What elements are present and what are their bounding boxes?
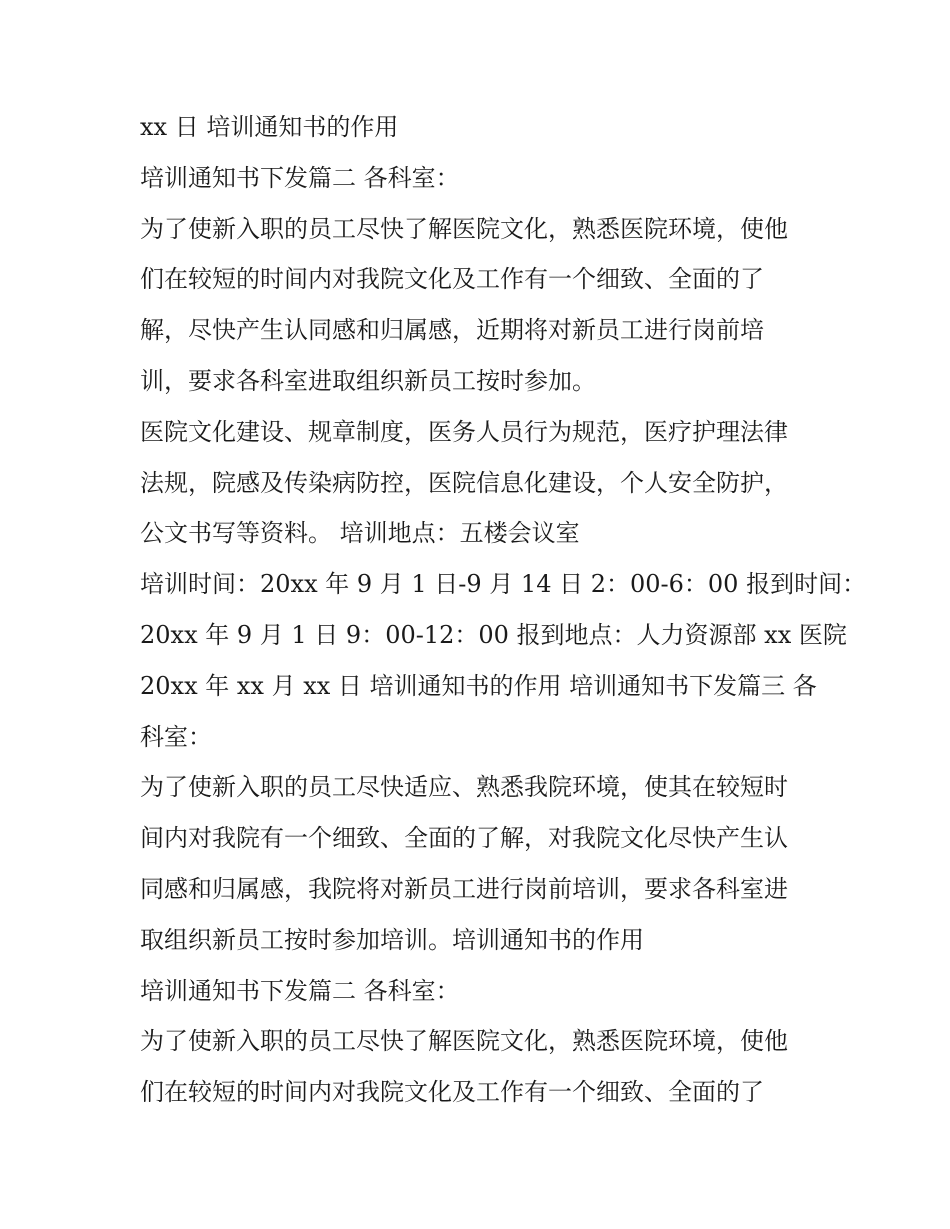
text-line: 解，尽快产生认同感和归属感，近期将对新员工进行岗前培 [140,316,764,345]
text-line: 培训通知书下发篇二 各科室： [140,163,460,192]
text-line: 培训通知书下发篇二 各科室： [140,976,460,1005]
text-line: 同感和归属感，我院将对新员工进行岗前培训，要求各科室进 [140,874,788,903]
text-line: 们在较短的时间内对我院文化及工作有一个细致、全面的了 [140,1078,764,1107]
text-line: xx 日 培训通知书的作用 [140,113,399,141]
text-line: 训，要求各科室进取组织新员工按时参加。 [140,366,596,395]
text-line: 为了使新入职的员工尽快了解医院文化，熟悉医院环境，使他 [140,214,788,243]
text-line: 医院文化建设、规章制度，医务人员行为规范，医疗护理法律 [140,417,788,446]
text-line: 为了使新入职的员工尽快适应、熟悉我院环境，使其在较短时 [140,773,788,802]
document-body [140,102,867,1118]
text-line: 为了使新入职的员工尽快了解医院文化，熟悉医院环境，使他 [140,1027,788,1056]
text-line: 20xx 年 xx 月 xx 日 培训通知书的作用 培训通知书下发篇三 各 [140,671,817,700]
text-line: 法规，院感及传染病防控，医院信息化建设，个人安全防护， [140,468,788,497]
text-line: 取组织新员工按时参加培训。培训通知书的作用 [140,925,644,954]
text-line: 培训时间：20xx 年 9 月 1 日-9 月 14 日 2：00-6：00 报到时间： [140,570,867,599]
text-line: 们在较短的时间内对我院文化及工作有一个细致、全面的了 [140,265,764,294]
text-line: 科室： [140,722,212,751]
text-line: 公文书写等资料。 培训地点：五楼会议室 [140,519,580,548]
text-line: 间内对我院有一个细致、全面的了解，对我院文化尽快产生认 [140,824,788,853]
text-line: 20xx 年 9 月 1 日 9：00-12：00 报到地点：人力资源部 xx 医院 [140,620,847,649]
